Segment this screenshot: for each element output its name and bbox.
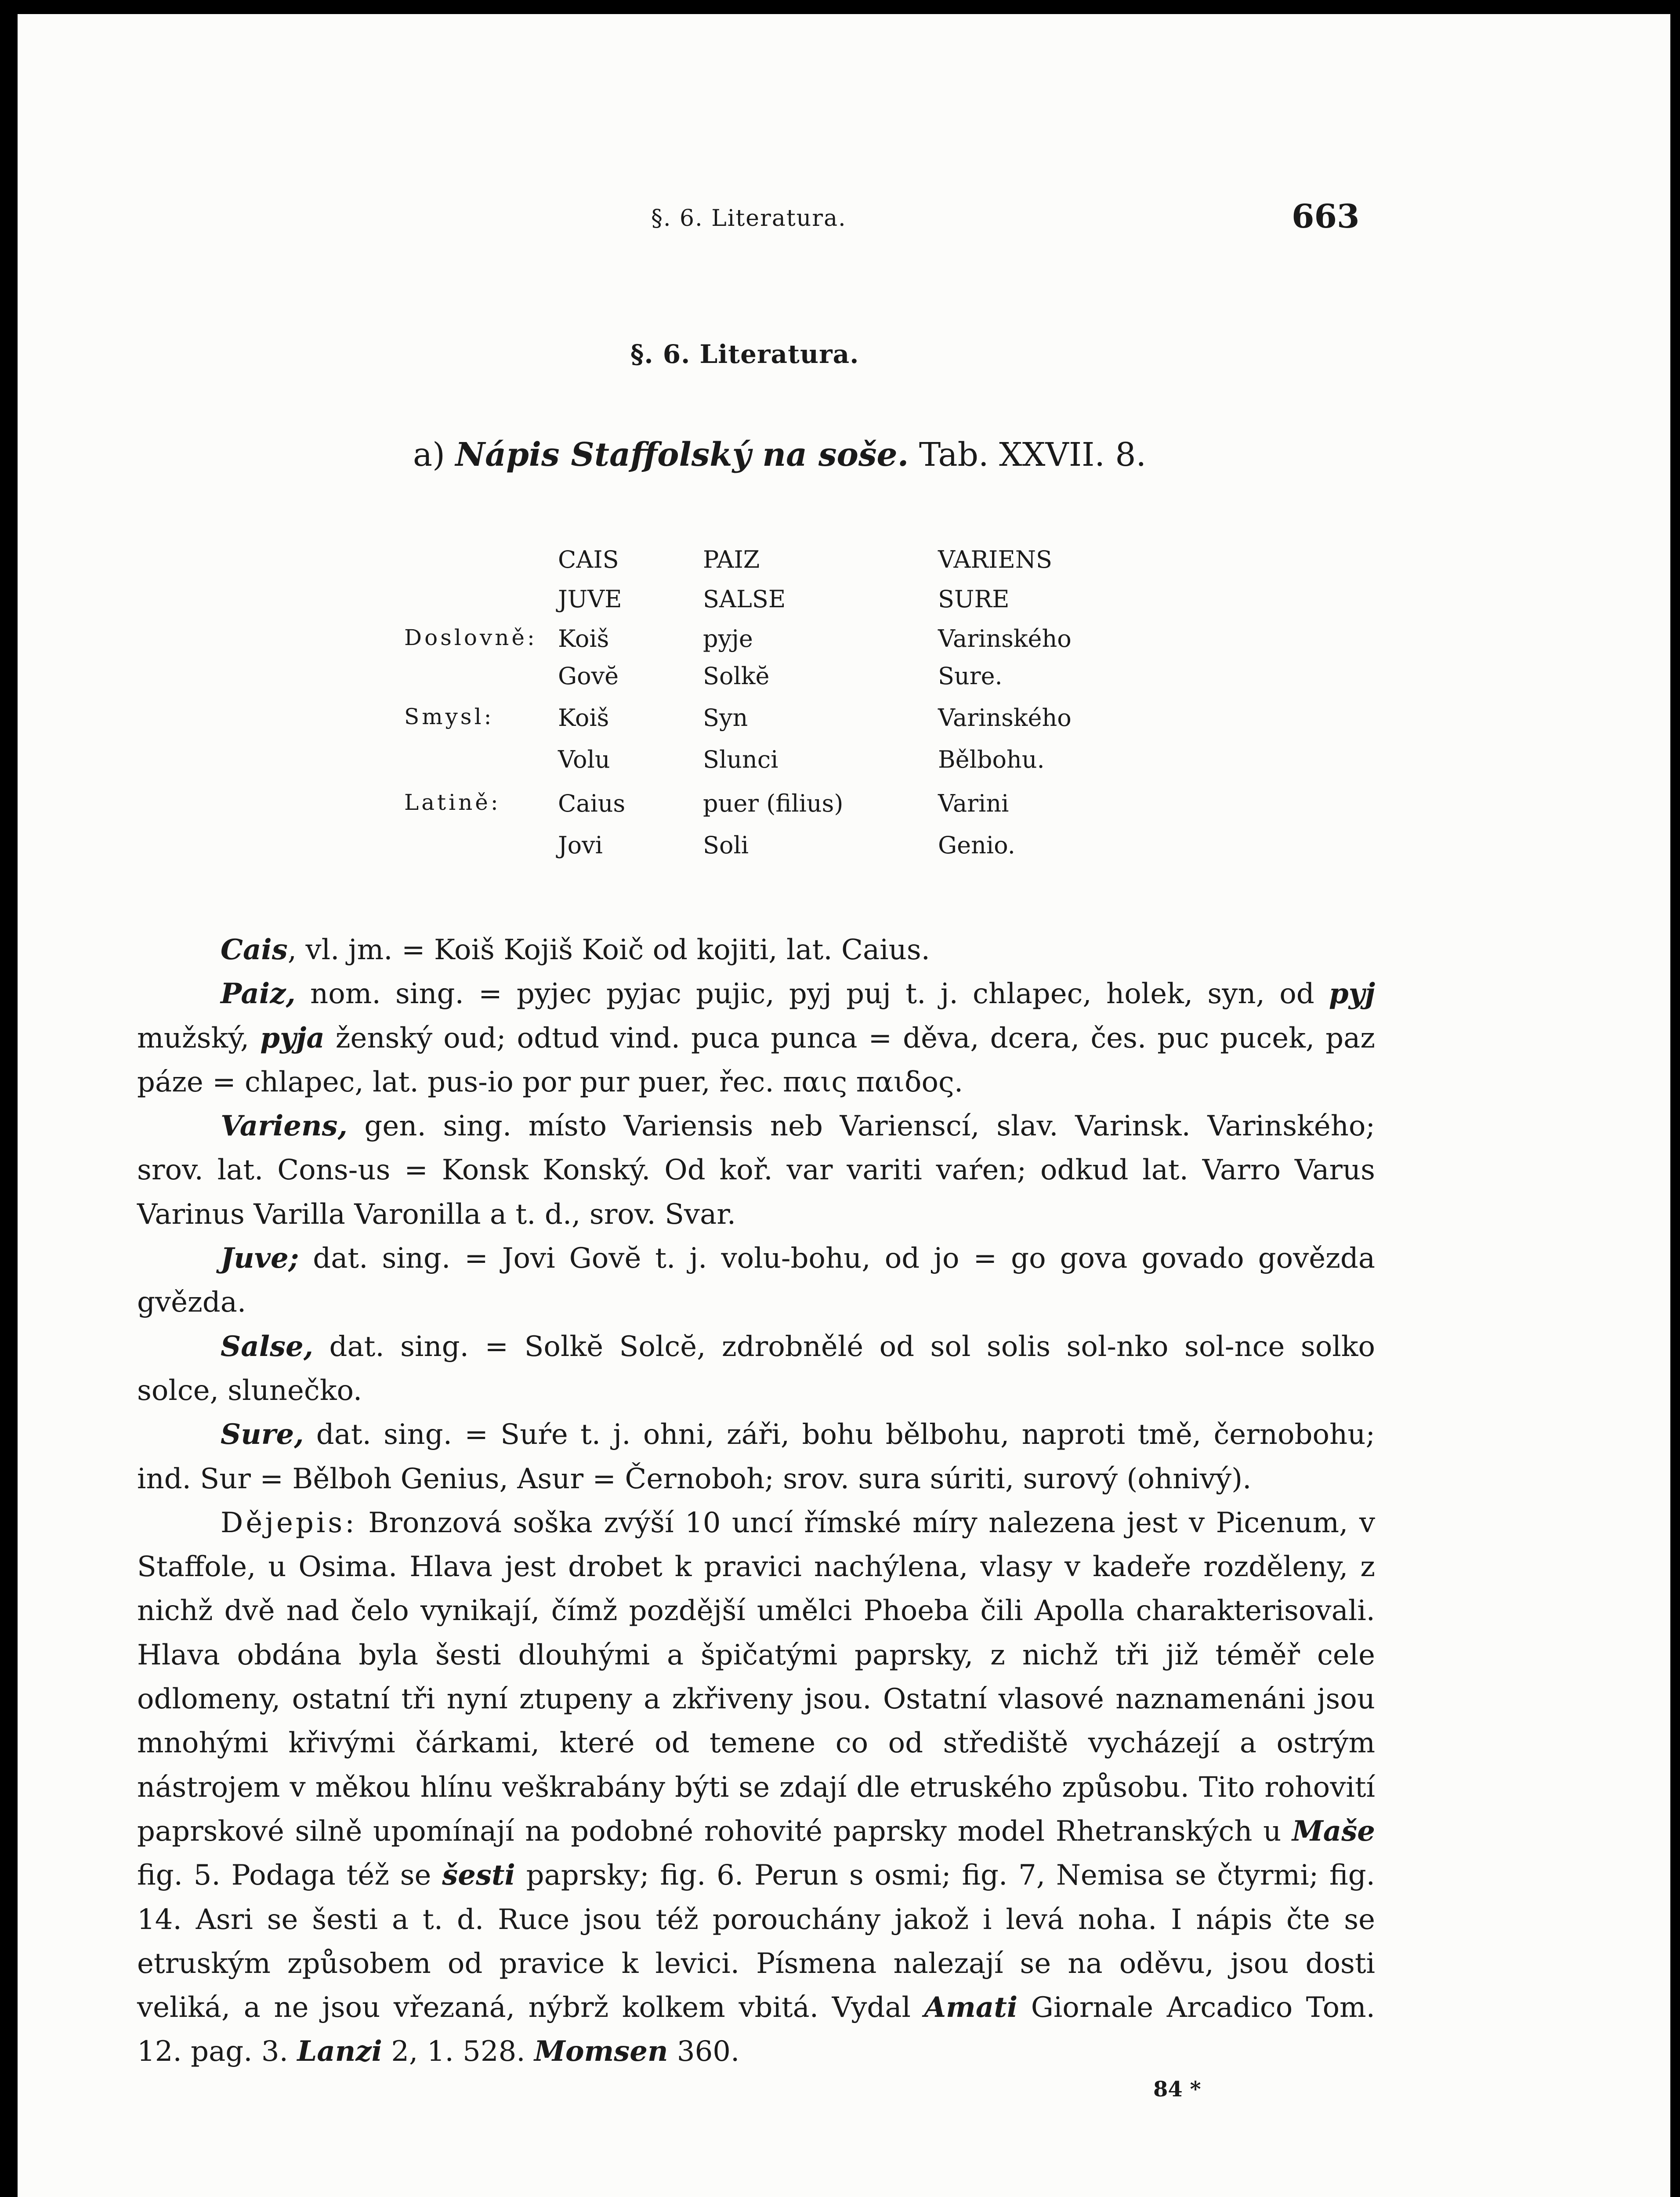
entry-text: 2, 1. 528. bbox=[382, 2035, 534, 2068]
italic-term: pyja bbox=[260, 1021, 325, 1055]
table-cell: Varinského bbox=[938, 625, 1072, 653]
table-row-label: Smysl: bbox=[404, 704, 494, 729]
entry-text: gen. sing. místo Variensis neb Varienscí, slav. Varinsk. Varinského; srov. lat. Cons-us = Konsk Konský. Od koř. var variti vaŕen; odkud lat. Varro Varus Varinus Varilla Varonilla a t. d., srov. Svar. bbox=[137, 1110, 1375, 1231]
table-cell: VARIENS bbox=[938, 546, 1052, 573]
entry-lead: Dějepis: bbox=[221, 1506, 357, 1539]
paragraph bbox=[137, 1501, 1375, 2074]
italic-term: Maše bbox=[1292, 1814, 1375, 1848]
paragraph bbox=[137, 1325, 1375, 1413]
table-cell: SALSE bbox=[703, 585, 786, 613]
entry-lead: Sure, bbox=[221, 1418, 304, 1451]
entry-text: paprsky; fig. 6. Perun s osmi; fig. 7, Nemisa se čtyrmi; fig. 14. Asri se šesti a t. d. Ruce jsou též porouchány jakož i levá noha. I nápis čte se etruským způsobem od pravice k levici. Písmena nalezají se na oděvu, jsou dosti veliká, a ne jsou vřezaná, nýbrž kolkem vbitá. Vydal bbox=[137, 1859, 1376, 2024]
page bbox=[18, 14, 1670, 2197]
paragraph bbox=[137, 1104, 1375, 1236]
entry-text: nom. sing. = pyjec pyjac pujic, pyj puj t. j. chlapec, holek, syn, od bbox=[295, 978, 1329, 1011]
table-cell: pyje bbox=[703, 625, 753, 653]
table-cell: Solkĕ bbox=[703, 662, 770, 690]
table-cell: PAIZ bbox=[703, 546, 760, 573]
table-cell: SURE bbox=[938, 585, 1010, 613]
italic-term: Amati bbox=[924, 1991, 1018, 2024]
table-row-label: Doslovně: bbox=[404, 625, 537, 650]
table-cell: Slunci bbox=[703, 746, 778, 773]
entry-lead: Cais bbox=[221, 933, 288, 966]
table-cell: Caius bbox=[558, 790, 626, 817]
subsection-title bbox=[413, 436, 1146, 474]
table-cell: Soli bbox=[703, 831, 749, 859]
table-row-label: Latině: bbox=[404, 790, 501, 815]
page-number: 663 bbox=[1292, 198, 1360, 236]
section-title: §. 6. Literatura. bbox=[630, 339, 859, 369]
entry-text: fig. 5. Podaga též se bbox=[137, 1859, 442, 1892]
entry-text: , vl. jm. = Koiš Kojiš Koič od kojiti, lat. Caius. bbox=[287, 934, 930, 966]
paragraph bbox=[137, 1413, 1375, 1501]
italic-term: Momsen bbox=[534, 2035, 668, 2068]
italic-term: šesti bbox=[442, 1859, 515, 1892]
paragraph bbox=[137, 972, 1375, 1104]
table-cell: Sure. bbox=[938, 662, 1003, 690]
entry-text: dat. sing. = Suŕe t. j. ohni, záři, bohu bělbohu, naproti tmě, černobohu; ind. Sur = Bělboh Genius, Asur = Černoboh; srov. sura súriti, surový (ohnivý). bbox=[137, 1418, 1375, 1495]
entry-lead: Juve; bbox=[221, 1242, 299, 1275]
table-cell: Volu bbox=[558, 746, 610, 773]
paragraph bbox=[137, 928, 1375, 972]
table-cell: Syn bbox=[703, 704, 748, 732]
table-cell: Koiš bbox=[558, 704, 609, 732]
table-cell: JUVE bbox=[558, 585, 622, 613]
table-cell: puer (filius) bbox=[703, 790, 844, 817]
table-cell: Jovi bbox=[558, 831, 603, 859]
table-cell: Varinského bbox=[938, 704, 1072, 732]
entry-text: Giornale Arcadico Tom. 12. pag. 3. bbox=[137, 1991, 1375, 2068]
table-cell: CAIS bbox=[558, 546, 619, 573]
signature-mark: 84 * bbox=[1153, 2077, 1201, 2102]
paragraph bbox=[137, 1236, 1375, 1325]
body-text bbox=[137, 928, 1375, 2074]
table-cell: Koiš bbox=[558, 625, 609, 653]
entry-text: dat. sing. = Solkĕ Solcĕ, zdrobnělé od sol solis sol-nko sol-nce solko solce, slunečko. bbox=[137, 1330, 1375, 1407]
subsection-title-italic: Nápis Staffolský na soše. bbox=[455, 436, 909, 474]
entry-text: dat. sing. = Jovi Govĕ t. j. volu-bohu, od jo = go gova govado govězda gvězda. bbox=[137, 1242, 1375, 1319]
table-cell: Genio. bbox=[938, 831, 1015, 859]
entry-text: 360. bbox=[668, 2035, 740, 2068]
entry-lead: Salse, bbox=[221, 1330, 314, 1363]
table-cell: Govĕ bbox=[558, 662, 619, 690]
running-title: §. 6. Literatura. bbox=[651, 205, 847, 232]
entry-text: Bronzová soška zvýší 10 uncí římské míry nalezena jest v Picenum, v Staffole, u Osima. Hlava jest drobet k pravici nachýlena, vlasy v kadeře rozděleny, z nichž dvě nad čelo vynikají, čímž pozdější umělci Phoeba čili Apolla charakterisovali. Hlava obdána byla šesti dlouhými a špičatými paprsky, z nichž tři již téměř cele odlomeny, ostatní tři nyní ztupeny a zkřiveny jsou. Ostatní vlasové naznamenáni jsou mnohými křivými čárkami, které od temene co od střediště vycházejí a ostrým nástrojem v měkou hlínu veškrabány býti se zdají dle etruského způsobu. Tito rohovití paprskové silně upomínají na podobné rohovité paprsky model Rhetranských u bbox=[137, 1506, 1375, 1848]
entry-lead: Paiz, bbox=[221, 977, 296, 1011]
table-cell: Bělbohu. bbox=[938, 746, 1045, 773]
table-cell: Varini bbox=[938, 790, 1009, 817]
italic-term: Lanzi bbox=[297, 2035, 382, 2068]
entry-text: ženský oud; odtud vind. puca punca = děva, dcera, čes. puc pucek, paz páze = chlapec, lat. pus-io por pur puer, řec. παις παιδος. bbox=[137, 1022, 1376, 1098]
subsection-ref: Tab. XXVII. 8. bbox=[919, 436, 1146, 474]
entry-lead: Variens, bbox=[221, 1109, 348, 1143]
italic-term: pyj bbox=[1329, 977, 1375, 1011]
entry-text: mužský, bbox=[137, 1022, 261, 1055]
subsection-prefix: a) bbox=[413, 436, 445, 474]
